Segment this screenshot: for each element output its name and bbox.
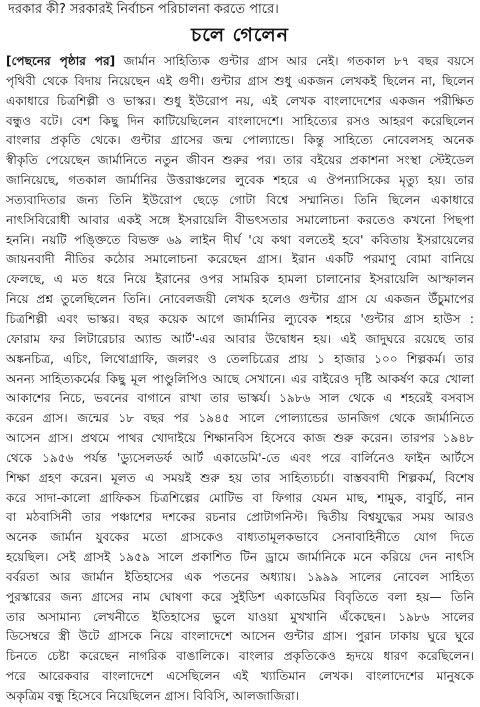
body-line: পরে আরেকবার বাংলাদেশে এসেছিলেন এই খ্যাতিমান লেখক। বাংলাদেশের মানুষকে [6,669,474,684]
body-line: হয়েছিল। সেই গ্রাসই ১৯৫৯ সালে প্রকাশিত টিন ড্রামে জার্মানিকে মনে করিয়ে দেন নাৎসি [6,550,474,565]
body-line: ফেলছে, এ মত ধরে নিয়ে ইরানের ওপর সামরিক হামলা চালানোর ইসরায়েলি আস্ফালন [6,272,474,287]
body-line: বা মঠবাসিনী তার পঞ্চাশের দশকের রচনার প্রোটাগনিস্ট। দ্বিতীয় বিশ্বযুদ্ধের সময় আরও [6,510,474,525]
body-line: পৃথিবী থেকে বিদায় নিয়েছেন এই গুণী। গুন্টার গ্রাস শুধু একজন লেখকই ছিলেন না, ছিলেন [6,73,474,88]
body-line: বর্বরতা আর জার্মান ইতিহাসের এক পতনের অধ্যায়। ১৯৯৯ সালের নোবেল সাহিত্য [6,569,474,584]
body-line: ডিসেম্বরে স্ত্রী উটে গ্রাসকে নিয়ে বাংলাদেশে আসেন গুন্টার গ্রাস। পুরান ঢাকায় ঘুরে ঘুরে [6,629,474,644]
body-line: করেন গ্রাস। জন্মের ১৮ বছর পর ১৯৪৫ সালে পোল্যান্ডের ডানজিগ থেকে জার্মানিতে [6,411,474,426]
body-line [6,52,474,72]
body-line: থেকে ১৯৫৬ পর্যন্ত 'ড্যুসেলডর্ফ আর্ট একাডেমি'-তে এবং পরে বার্লিনেও ফাইন আর্টসে [6,450,474,465]
body-line: পুরস্কারের জন্য গ্রাসের নাম ঘোষণা করে সুইডিশ একাডেমির বিবৃতিতে বলা হয়— তিনি [6,589,474,604]
body-line: নিয়ে প্রশ্ন তুলেছিলেন তিনি। নোবেলজয়ী লেখক হলেও গুন্টার গ্রাস যে একজন উঁচুমাপের [6,292,474,307]
body-line: অঙ্কনচিত্র, এচিং, লিথোগ্রাফি, জলরং ও তেলচিত্রের প্রায় ১ হাজার ১০০ শিল্পকর্ম। তার [6,351,474,366]
body-line: করে সাদা-কালো গ্রাফিকস চিত্রশিল্পের মোটিভ বা ফিগার যেমন মাছ, শামুক, বাবুর্চি, নান [6,490,474,505]
body-line-text: জার্মান সাহিত্যিক গুন্টার গ্রাস আর নেই। গতকাল ৮৭ বছর বয়সে [115,54,474,68]
body-line: ফোরাম ফর লিটারেচার অ্যান্ড আর্ট'-এর আবার উদ্বোধন হয়। এই জাদুঘরে রয়েছে তার [6,331,474,346]
body-line: বাংলার প্রকৃতি থেকে। গুন্টার গ্রাসের জন্ম পোল্যান্ডে। কিন্তু সাহিত্যে নোবেলসহ অনেক [6,133,474,148]
body-line: অকৃত্রিম বন্ধু হিসেবে নিয়েছিলেন গ্রাস। বিবিসি, আলজাজিরা। [6,689,299,703]
body-line: স্বীকৃতি পেয়েছেন জার্মানিতে নতুন জীবন শুরুর পর। তার বইয়ের প্রকাশনা সংস্থা স্টেইডেল [6,153,474,168]
headline: চলে গেলেন [191,24,289,46]
body-line: হননি। নয়টি পঙ্ক্তিতে বিভক্ত ৬৯ লাইন দীর্ঘ 'যে কথা বলতেই হবে' কবিতায় ইসরায়েলের [6,232,474,247]
previous-article-fragment: দরকার কী? সরকারই নির্বাচন পরিচালনা করতে পারে। [8,2,279,17]
body-line: শিক্ষা গ্রহণ করেন। মূলত এ সময়ই শুরু হয় তার সাহিত্যচর্চা। বাস্তববাদী শিল্পকর্ম, বিশেষ [6,470,474,485]
body-line: জানিয়েছে, গতকাল জার্মানির উত্তরাঞ্চলের লুবেক শহরে এ ঔপন্যাসিকের মৃত্যু হয়। তার [6,173,474,188]
body-line: আসেন গ্রাস। প্রথমে পাথর খোদাইয়ে শিক্ষানবিস হিসেবে কাজ শুরু করেন। তারপর ১৯৪৮ [6,431,474,446]
article-body [6,52,474,707]
body-line: চিনতে চেষ্টা করেছেন নাগরিক বাঙালিকে। বাংলার প্রকৃতিকেও হৃদয়ে ধারণ করেছিলেন। [6,649,474,664]
body-line: বন্ধুও বটে। বেশ কিছু দিন কাটিয়েছিলেন বাংলাদেশে। সাহিত্যের রসও আহরণ করেছিলেন [6,113,474,128]
body-line: জায়নবাদী নীতির কঠোর সমালোচনা করেছেন গ্রাস। ইরান একটি পরমাণু বোমা বানিয়ে [6,252,474,267]
body-line: নাৎসিবিরোধী আবার একই সঙ্গে ইসরায়েলি বীভৎসতার সমালোচনা করতেও কখনো পিছপা [6,212,474,227]
body-line: চিত্রশিল্পী এবং ভাস্কর। বছর কয়েক আগে জার্মানির ল্যুবেক শহরে 'গুন্টার গ্রাস হাউস : [6,311,474,326]
body-line: একাধারে চিত্রশিল্পী ও ভাস্কর। শুধু ইউরোপ নয়, এই লেখক বাংলাদেশের একজন পরীক্ষিত [6,93,474,108]
body-line: অনেক জার্মান যুবকের মতো গ্রাসকেও বাধ্যতামূলকভাবে সেনাবাহিনীতে যোগ দিতে [6,530,474,545]
body-line: তার অসামান্য লেখনীতে ইতিহাসের ভুলে যাওয়া মুখখানি এঁকেছেন। ১৯৮৬ সালের [6,609,474,624]
body-line: আকাশের নিচে, ভবনের বাগানে রাখা তার ভাস্কর্য। ১৯৮৬ সাল থেকে এ শহরেই বসবাস [6,391,474,406]
continued-from-label: [পেছনের পৃষ্ঠার পর] [6,54,116,68]
body-line: সত্যবাদিতার জন্য তিনি ইউরোপ ছেড়ে গোটা বিশ্বে সম্মানিত। তিনি ছিলেন একাধারে [6,192,474,207]
body-line: অনন্য সাহিত্যকর্মের কিছু মূল পাণ্ডুলিপিও আছে সেখানে। এর বাইরেও দৃষ্টি আকর্ষণ করে খোলা [6,371,474,386]
